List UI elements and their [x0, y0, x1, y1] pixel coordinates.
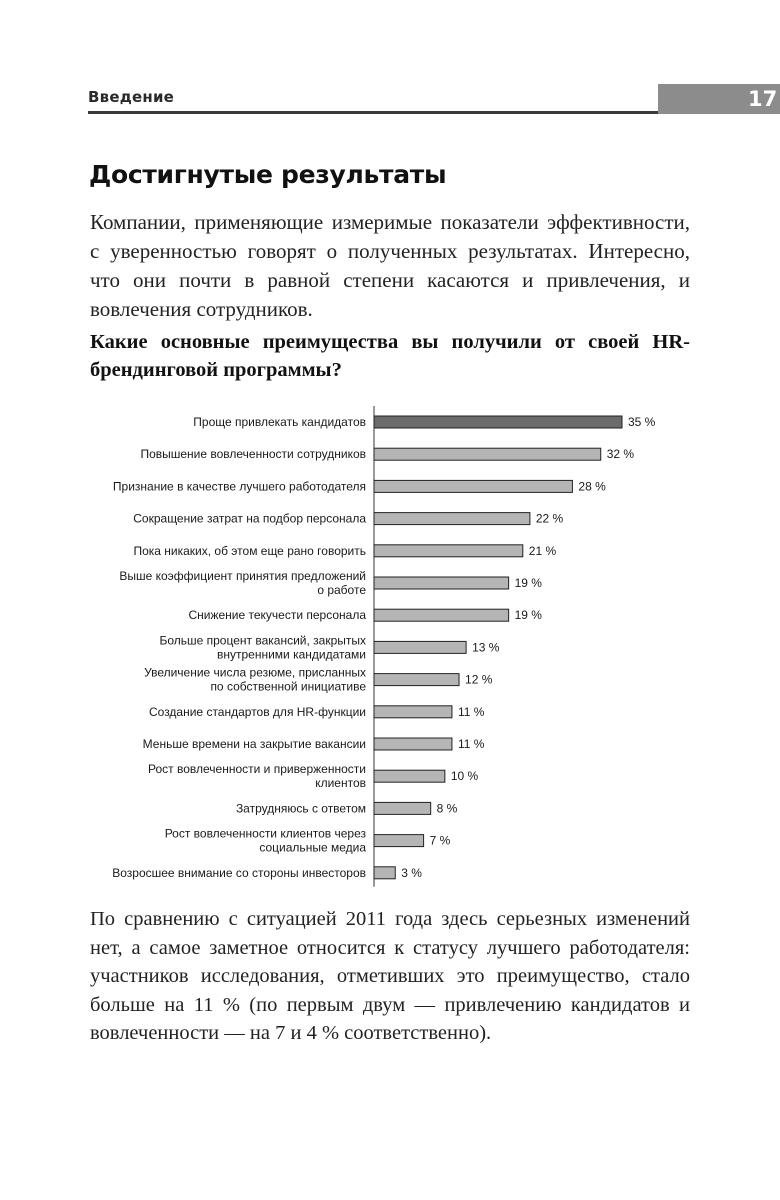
chart-value-label: 19 %: [514, 576, 542, 590]
section-title: Достигнутые результаты: [89, 160, 447, 189]
chart-category-label: Меньше времени на закрытие вакансии: [142, 737, 366, 751]
chart-bar: [374, 448, 601, 460]
chart-category-label: Больше процент вакансий, закрытых: [159, 633, 366, 648]
chart-category-label: Увеличение числа резюме, присланных: [144, 665, 366, 680]
chart-bar: [374, 867, 395, 879]
chart-value-label: 12 %: [465, 672, 493, 687]
chart-category-label: Затрудняюсь с ответом: [235, 801, 366, 816]
chart-value-label: 28 %: [578, 479, 606, 494]
chart-category-label: Проще привлекать кандидатов: [193, 415, 366, 429]
chart-bar: [374, 835, 424, 847]
chart-value-label: 19 %: [514, 608, 542, 623]
chart-category-label: Признание в качестве лучшего работодателя: [112, 479, 366, 494]
chart-category-label: Рост вовлеченности и приверженности: [148, 762, 366, 777]
chart-category-label: клиентов: [315, 776, 366, 791]
chart-bar: [374, 480, 572, 492]
chart-bar: [374, 641, 466, 653]
chart-category-label: Выше коэффициент принятия предложений: [119, 569, 366, 583]
chart-bar: [374, 416, 622, 428]
chart-category-label: социальные медиа: [259, 840, 366, 855]
chart-value-label: 21 %: [528, 543, 557, 558]
chart-category-label: Пока никаких, об этом еще рано говорить: [133, 543, 366, 558]
chart-question: Какие основные преимущества вы получили от своей HR-брендинговой программы?: [90, 331, 690, 381]
chart-value-label: 11 %: [457, 704, 485, 719]
chart-category-label: Снижение текучести персонала: [188, 608, 366, 623]
chart-bar: [374, 577, 509, 589]
chart-value-label: 32 %: [606, 447, 635, 462]
chart-value-label: 3 %: [401, 865, 422, 880]
chart-bar: [374, 770, 445, 782]
benefits-bar-chart: [0, 400, 780, 890]
header-rule: [88, 111, 658, 114]
chart-value-label: 7 %: [429, 833, 451, 848]
chart-bar: [374, 706, 452, 718]
running-header: [88, 84, 780, 114]
outro-paragraph: По сравнению с ситуацией 2011 года здесь серьезных изменений нет, а самое заметное относится к статусу лучшего работодателя: участников исследования, отметивших это преимущество, стало больше на 11 % (по первым двум — привлечению кандидатов и вовлеченности — на 7 и 4 % соответственно).: [90, 908, 690, 1044]
chart-category-label: по собственной инициативе: [210, 679, 366, 694]
chart-value-label: 10 %: [450, 769, 479, 784]
page-number-tab: [658, 84, 780, 114]
chart-bar: [374, 738, 452, 750]
chart-value-label: 35 %: [628, 415, 656, 429]
page-number: 17: [748, 87, 778, 111]
chart-value-label: 13 %: [472, 640, 500, 655]
chart-bar: [374, 674, 459, 686]
chart-category-label: Создание стандартов для HR-функции: [148, 704, 366, 719]
chart-value-label: 22 %: [535, 511, 564, 526]
intro-paragraph: Компании, применяющие измеримые показатели эффективности, с уверенностью говорят о полученных результатах. Интересно, что они почти в равной степени касаются и привлечения, и вовлечения сотрудников.: [90, 210, 690, 321]
chart-value-label: 11 %: [457, 737, 485, 751]
chart-category-label: Рост вовлеченности клиентов через: [164, 826, 366, 841]
chart-category-label: Сокращение затрат на подбор персонала: [133, 511, 366, 526]
chart-category-label: Повышение вовлеченности сотрудников: [140, 447, 366, 462]
chart-category-label: Возросшее внимание со стороны инвесторов: [112, 865, 366, 880]
chart-bar: [374, 802, 431, 814]
chart-category-label: о работе: [317, 583, 366, 597]
chart-bar: [374, 513, 530, 525]
chart-bar: [374, 609, 509, 621]
header-section-label: Введение: [88, 88, 175, 106]
chart-value-label: 8 %: [436, 801, 458, 816]
chart-bar: [374, 545, 523, 557]
chart-category-label: внутренними кандидатами: [216, 647, 366, 662]
